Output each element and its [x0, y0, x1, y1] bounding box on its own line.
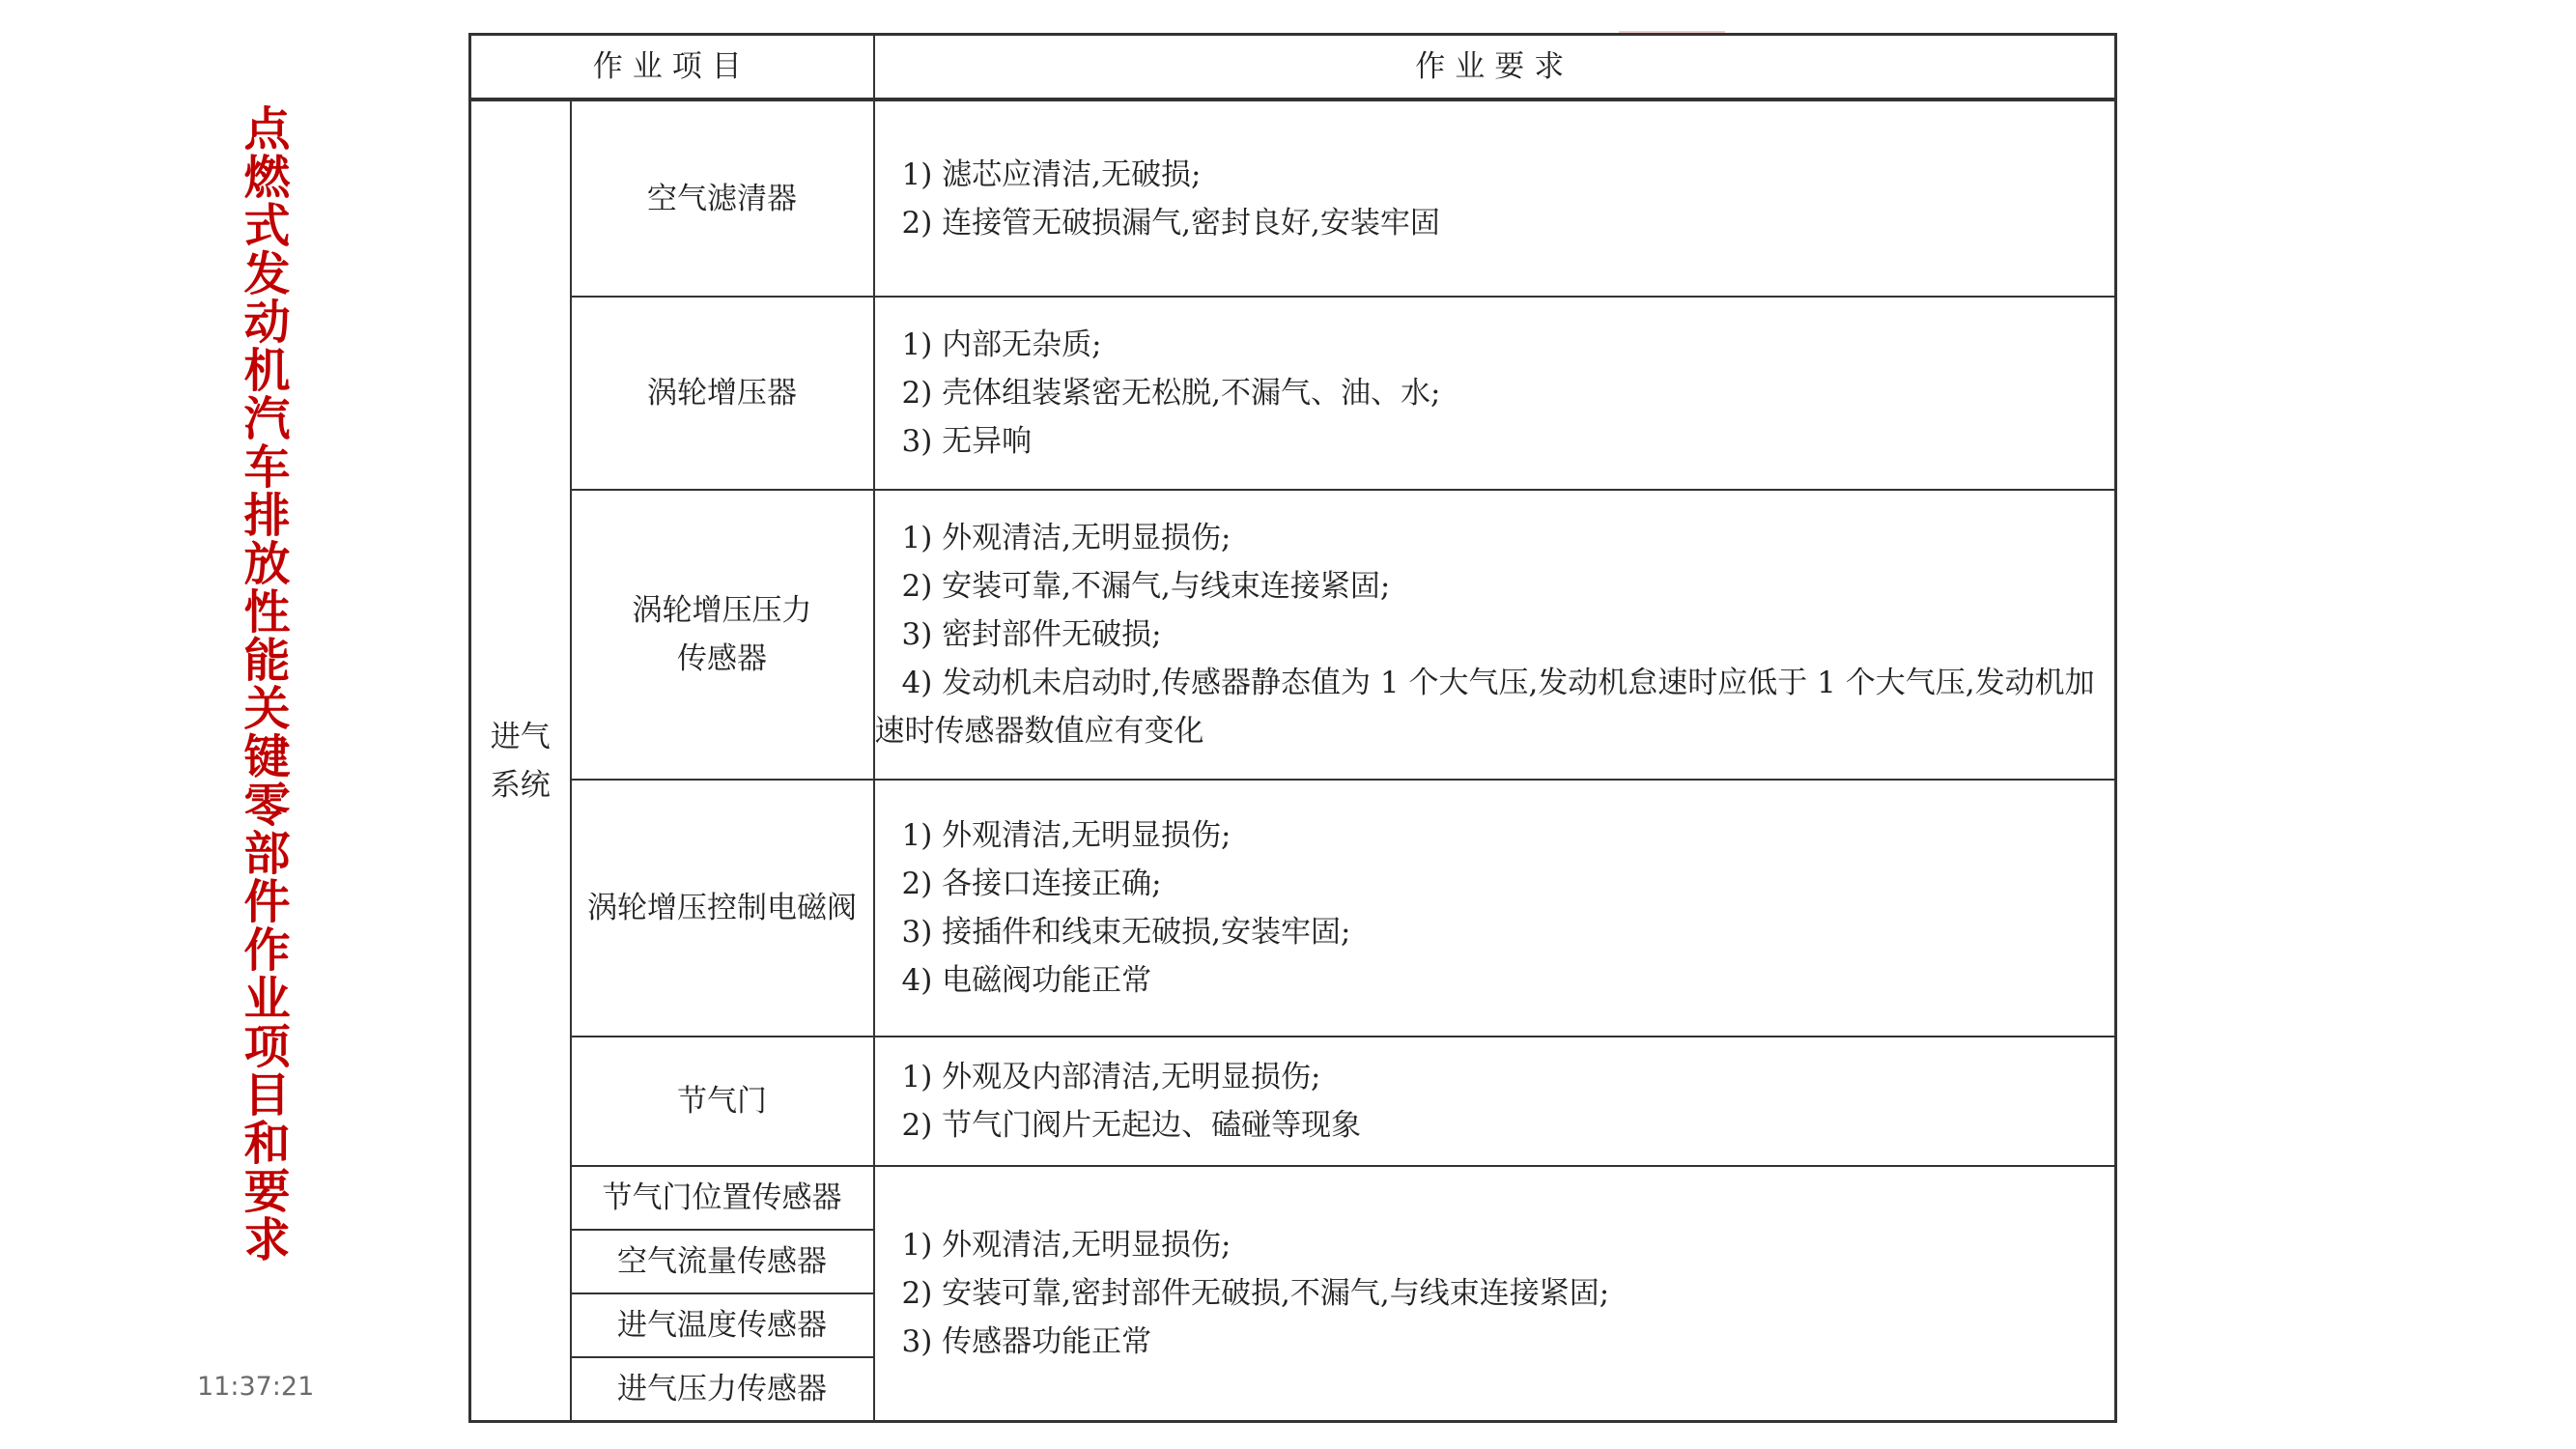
item-cell-turbocharger: 涡轮增压器 [571, 297, 874, 490]
item-cell-air-flow-sensor: 空气流量传感器 [571, 1230, 874, 1293]
item-cell-boost-pressure-sensor [571, 490, 874, 780]
requirement-line: 1) 外观清洁,无明显损伤; [901, 521, 1231, 555]
item-cell-throttle-position-sensor: 节气门位置传感器 [571, 1166, 874, 1230]
item-cell-throttle: 节气门 [571, 1037, 874, 1166]
item-cell-intake-temperature-sensor: 进气温度传感器 [571, 1293, 874, 1357]
category-cell-intake-system [470, 99, 571, 1422]
category-label-line2: 系统 [490, 767, 551, 803]
requirement-line: 1) 外观清洁,无明显损伤; [901, 1228, 1231, 1263]
table-row [470, 1166, 2116, 1230]
table-row [470, 780, 2116, 1037]
requirement-line: 2) 安装可靠,不漏气,与线束连接紧固; [901, 569, 1391, 604]
item-label-line1: 涡轮增压压力 [632, 593, 812, 628]
requirement-line: 2) 连接管无破损漏气,密封良好,安装牢固 [901, 205, 1440, 241]
requirement-line: 1) 外观及内部清洁,无明显损伤; [901, 1060, 1321, 1094]
requirement-line: 3) 接插件和线束无破损,安装牢固; [901, 915, 1351, 950]
requirement-cell [874, 1037, 2116, 1166]
table-row [470, 1037, 2116, 1166]
header-work-requirement: 作业要求 [874, 35, 2116, 100]
requirement-cell [874, 780, 2116, 1037]
item-cell-turbo-control-solenoid-valve: 涡轮增压控制电磁阀 [571, 780, 874, 1037]
requirement-line: 4) 电磁阀功能正常 [901, 963, 1152, 998]
item-label-line2: 传感器 [677, 641, 767, 676]
requirement-line: 4) 发动机未启动时,传感器静态值为 1 个大气压,发动机怠速时应低于 1 个大气压,发动机加速时传感器数值应有变化 [874, 666, 2095, 749]
item-cell-intake-pressure-sensor: 进气压力传感器 [571, 1357, 874, 1422]
category-label-line1: 进气 [490, 719, 551, 754]
timestamp: 11:37:21 [197, 1372, 315, 1402]
requirement-line: 1) 滤芯应清洁,无破损; [901, 156, 1202, 192]
table-row [470, 297, 2116, 490]
requirement-line: 2) 各接口连接正确; [901, 867, 1162, 901]
requirement-line: 3) 无异响 [901, 424, 1033, 459]
slide-title: 点燃式发动机汽车排放性能关键零部件作业项目和要求 [236, 104, 290, 1264]
requirement-line: 2) 壳体组装紧密无松脱,不漏气、油、水; [901, 376, 1441, 411]
table-row [470, 490, 2116, 780]
requirement-line: 1) 外观清洁,无明显损伤; [901, 818, 1231, 853]
requirement-line: 1) 内部无杂质; [901, 327, 1102, 362]
requirement-cell [874, 99, 2116, 297]
item-cell-air-filter: 空气滤清器 [571, 99, 874, 297]
requirement-line: 2) 安装可靠,密封部件无破损,不漏气,与线束连接紧固; [901, 1276, 1610, 1311]
requirement-cell [874, 490, 2116, 780]
requirement-cell [874, 297, 2116, 490]
table-row [470, 99, 2116, 297]
requirement-line: 3) 密封部件无破损; [901, 617, 1162, 652]
requirement-line: 2) 节气门阀片无起边、磕碰等现象 [901, 1108, 1362, 1143]
requirement-cell-sensor-group [874, 1166, 2116, 1422]
work-requirements-table [468, 33, 2117, 1423]
header-work-item: 作业项目 [470, 35, 874, 100]
requirement-line: 3) 传感器功能正常 [901, 1324, 1152, 1359]
table-header-row [470, 35, 2116, 100]
